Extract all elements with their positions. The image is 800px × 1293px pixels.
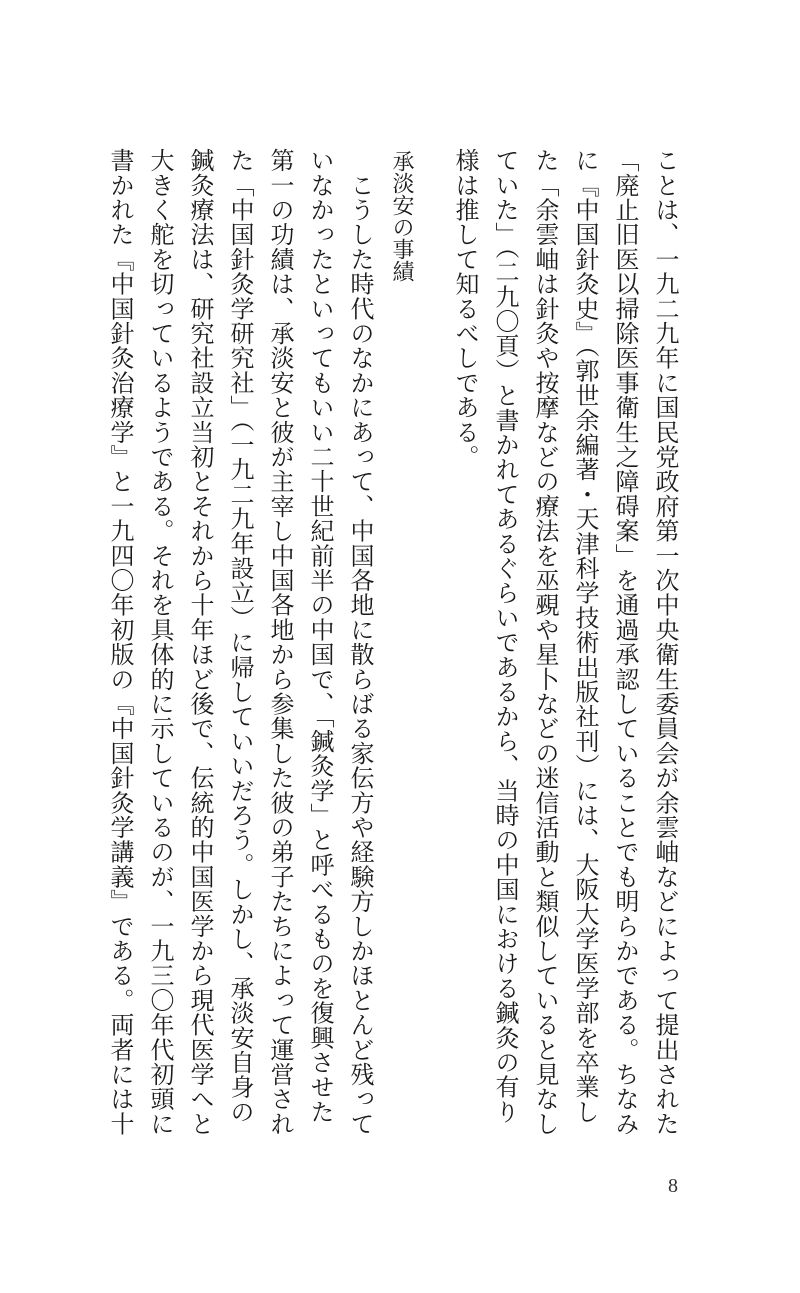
text-column: 鍼灸療法は、研究社設立当初とそれから十年ほど後で、伝統的中国医学から現代医学へと (186, 148, 214, 1136)
text-column: 第一の功績は、承淡安と彼が主宰し中国各地から参集した彼の弟子たちによって運営され (266, 148, 294, 1136)
text-column: いなかったといってもいい二十世紀前半の中国で、「鍼灸学」と呼べるものを復興させた (306, 148, 334, 1124)
text-column: 様は推して知るべしである。 (451, 148, 479, 470)
section-heading: 承淡安の事績 (389, 150, 414, 282)
page-number: 8 (668, 1175, 678, 1197)
text-column: 「廃止旧医以掃除医事衛生之障碍案」を通過承認していることでも明らかである。ちなみ (611, 148, 639, 1136)
text-column: 大きく舵を切っているようである。それを具体的に示しているのが、一九三〇年代初頭に (146, 148, 174, 1136)
text-column: ことは、一九二九年に国民党政府第一次中央衛生委員会が余雲岫などによって提出された (651, 148, 679, 1136)
text-column: こうした時代のなかにあって、中国各地に散らばる家伝方や経験方しかほとんど残って (346, 148, 374, 1136)
text-column: た「余雲岫は針灸や按摩などの療法を巫覡や星卜などの迷信活動と類似していると見なし (531, 148, 559, 1136)
text-column: に『中国針灸史』（郭世余編著・天津科学技術出版社刊）には、大阪大学医学部を卒業し (571, 148, 599, 1124)
text-column: ていた」（二九〇頁）と書かれてあるぐらいであるから、当時の中国における鍼灸の有り (491, 148, 519, 1124)
text-column: た「中国針灸学研究社」（一九二九年設立）に帰していいだろう。しかし、承淡安自身の (226, 148, 254, 1124)
text-column: 書かれた『中国針灸治療学』と一九四〇年初版の『中国針灸学講義』である。両者には十 (106, 148, 134, 1136)
